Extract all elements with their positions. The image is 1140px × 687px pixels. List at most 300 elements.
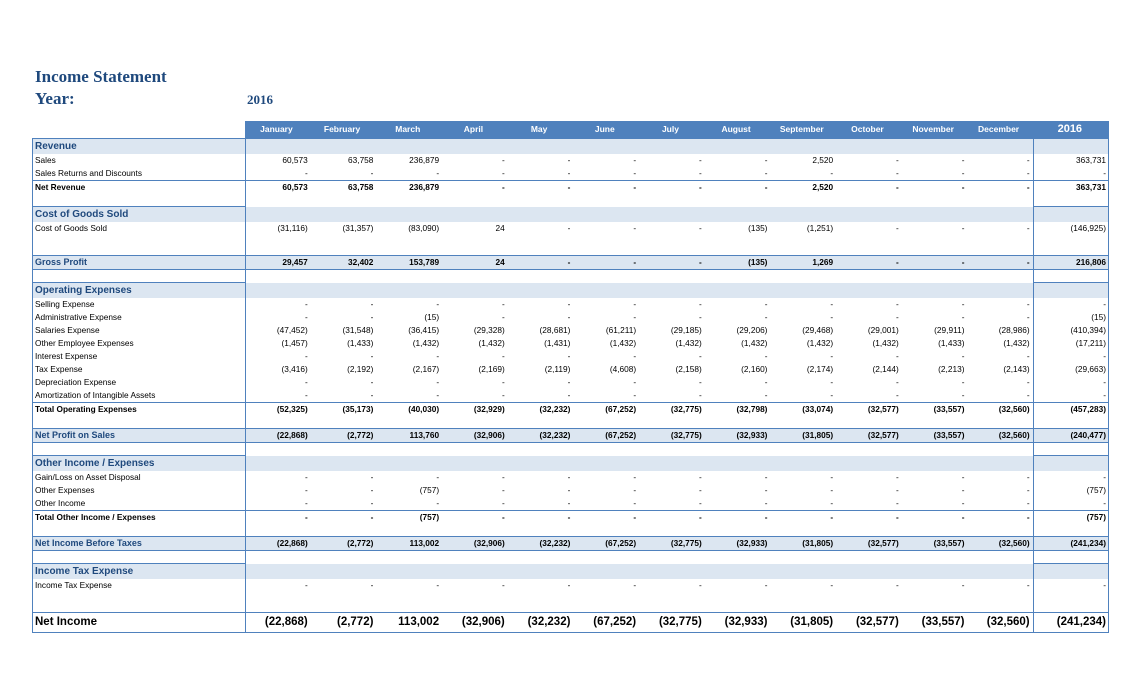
month-cell: (2,772)	[311, 613, 377, 633]
row-label: Sales	[33, 154, 246, 167]
month-cell: (31,116)	[277, 223, 308, 233]
line-row	[33, 222, 1109, 235]
month-cell: (1,432)	[412, 338, 440, 348]
month-cell: (135)	[705, 256, 771, 270]
month-cell: (1,433)	[347, 338, 374, 348]
month-cell	[376, 564, 442, 580]
row-label: Gain/Loss on Asset Disposal	[33, 471, 246, 484]
month-cell	[967, 524, 1033, 537]
month-cell	[573, 443, 639, 456]
month-cell: (32,775)	[639, 613, 705, 633]
month-cell: (1,432)	[806, 338, 834, 348]
month-cell: (32,929)	[442, 403, 508, 417]
annual-cell: -	[1033, 471, 1108, 484]
month-cell: -	[502, 390, 505, 400]
month-cell	[573, 551, 639, 564]
month-cell: -	[567, 390, 571, 400]
month-cell	[639, 551, 705, 564]
month-cell	[902, 443, 968, 456]
month-cell: -	[961, 168, 965, 178]
month-cell: -	[961, 155, 965, 165]
annual-cell: -	[1033, 376, 1108, 389]
month-cell	[639, 564, 705, 580]
month-cell: -	[567, 155, 571, 165]
row-label: Total Other Income / Expenses	[33, 511, 246, 525]
month-cell	[770, 564, 836, 580]
header-annual: 2016	[1033, 121, 1108, 139]
row-label: Other Expenses	[33, 484, 246, 497]
month-cell: (31,548)	[342, 325, 374, 335]
section-row	[33, 139, 1109, 155]
month-cell	[311, 235, 377, 256]
month-cell	[442, 564, 508, 580]
month-cell: -	[1026, 223, 1030, 233]
month-cell	[245, 416, 311, 429]
month-cell: -	[245, 511, 311, 525]
month-cell	[639, 443, 705, 456]
month-cell	[442, 524, 508, 537]
month-cell: -	[705, 181, 771, 195]
month-cell: -	[442, 511, 508, 525]
month-cell: -	[633, 498, 637, 508]
month-cell: (2,169)	[478, 364, 505, 374]
month-cell	[705, 235, 771, 256]
month-cell: -	[304, 485, 308, 495]
month-cell	[508, 564, 574, 580]
header-month: March	[376, 121, 442, 139]
month-cell: (32,577)	[836, 403, 902, 417]
month-cell: -	[961, 351, 965, 361]
month-cell	[311, 524, 377, 537]
month-cell	[836, 456, 902, 472]
month-cell: (757)	[376, 511, 442, 525]
month-cell: -	[304, 472, 308, 482]
month-cell: -	[961, 223, 965, 233]
month-cell: -	[436, 472, 440, 482]
month-cell: (2,158)	[675, 364, 702, 374]
annual-cell	[1033, 524, 1108, 537]
month-cell: -	[896, 155, 899, 165]
month-cell: -	[502, 472, 505, 482]
month-cell: -	[567, 580, 571, 590]
month-cell: -	[567, 168, 571, 178]
month-cell	[705, 592, 771, 613]
month-cell	[770, 235, 836, 256]
month-cell: (40,030)	[376, 403, 442, 417]
month-cell: -	[567, 351, 571, 361]
month-cell	[770, 456, 836, 472]
month-cell: -	[830, 498, 834, 508]
annual-cell: (410,394)	[1033, 324, 1108, 337]
line-row	[33, 298, 1109, 311]
month-cell	[902, 524, 968, 537]
month-cell: (67,252)	[573, 613, 639, 633]
month-cell	[311, 416, 377, 429]
line-row	[33, 497, 1109, 511]
month-cell: (47,452)	[276, 325, 308, 335]
month-cell: -	[770, 511, 836, 525]
month-cell: -	[830, 299, 834, 309]
header-month: April	[442, 121, 508, 139]
month-cell: -	[370, 485, 374, 495]
row-label-empty	[33, 524, 246, 537]
row-label: Net Income	[33, 613, 246, 633]
total-row	[33, 403, 1109, 417]
month-cell: -	[1026, 377, 1030, 387]
month-cell	[311, 194, 377, 207]
month-cell	[573, 564, 639, 580]
month-cell: (67,252)	[573, 403, 639, 417]
month-cell: (32,232)	[508, 613, 574, 633]
month-cell: -	[836, 511, 902, 525]
month-cell	[376, 235, 442, 256]
month-cell: -	[764, 472, 768, 482]
section-row	[33, 456, 1109, 472]
month-cell: -	[436, 580, 440, 590]
month-cell: (29,001)	[867, 325, 899, 335]
month-cell: -	[961, 312, 965, 322]
section-row	[33, 207, 1109, 223]
month-cell	[245, 443, 311, 456]
month-cell: (2,144)	[872, 364, 899, 374]
header-month: September	[770, 121, 836, 139]
row-label: Tax Expense	[33, 363, 246, 376]
month-cell: (36,415)	[408, 325, 440, 335]
annual-cell: (146,925)	[1033, 222, 1108, 235]
month-cell: (3,416)	[281, 364, 308, 374]
annual-cell	[1033, 551, 1108, 564]
annual-cell	[1033, 139, 1108, 155]
month-cell: (31,357)	[342, 223, 374, 233]
month-cell: (33,557)	[902, 429, 968, 443]
month-cell	[508, 270, 574, 283]
month-cell	[376, 416, 442, 429]
month-cell: -	[502, 351, 505, 361]
month-cell: -	[436, 299, 440, 309]
annual-cell	[1033, 235, 1108, 256]
month-cell	[639, 194, 705, 207]
month-cell: -	[967, 181, 1033, 195]
month-cell: -	[370, 580, 374, 590]
month-cell: -	[370, 299, 374, 309]
month-cell: (32,577)	[836, 613, 902, 633]
month-cell: -	[436, 351, 440, 361]
row-label: Net Revenue	[33, 181, 246, 195]
month-cell: -	[836, 256, 902, 270]
month-cell: (1,431)	[544, 338, 571, 348]
spacer-row	[33, 524, 1109, 537]
month-cell: -	[633, 580, 637, 590]
annual-cell: (17,211)	[1033, 337, 1108, 350]
year-label: Year:	[35, 89, 75, 108]
month-cell: -	[508, 181, 574, 195]
line-row	[33, 579, 1109, 592]
month-cell: -	[896, 168, 899, 178]
month-cell: (31,805)	[770, 429, 836, 443]
line-row	[33, 324, 1109, 337]
annual-cell	[1033, 456, 1108, 472]
month-cell: (1,432)	[1003, 338, 1030, 348]
annual-cell	[1033, 416, 1108, 429]
month-cell: -	[896, 223, 899, 233]
month-cell: -	[639, 181, 705, 195]
header-month: February	[311, 121, 377, 139]
month-cell: -	[639, 511, 705, 525]
month-cell	[245, 235, 311, 256]
month-cell	[639, 283, 705, 299]
row-label: Cost of Goods Sold	[33, 207, 246, 223]
month-cell	[573, 235, 639, 256]
month-cell	[770, 551, 836, 564]
month-cell: -	[370, 472, 374, 482]
row-label: Other Income / Expenses	[33, 456, 246, 472]
line-row	[33, 363, 1109, 376]
month-cell	[967, 456, 1033, 472]
line-row	[33, 389, 1109, 403]
month-cell	[902, 592, 968, 613]
month-cell: 236,879	[376, 181, 442, 195]
month-cell	[705, 456, 771, 472]
month-cell: (1,432)	[741, 338, 768, 348]
header-month: May	[508, 121, 574, 139]
annual-cell	[1033, 443, 1108, 456]
annual-cell: -	[1033, 298, 1108, 311]
row-label: Income Tax Expense	[33, 579, 246, 592]
month-cell	[705, 139, 771, 155]
header-month: January	[245, 121, 311, 139]
month-cell: -	[633, 377, 637, 387]
month-cell	[573, 283, 639, 299]
month-cell: -	[1026, 155, 1030, 165]
month-cell	[836, 551, 902, 564]
month-cell	[573, 270, 639, 283]
month-cell	[639, 456, 705, 472]
month-cell: -	[508, 256, 574, 270]
month-cell	[902, 139, 968, 155]
month-cell	[705, 270, 771, 283]
month-cell	[376, 139, 442, 155]
month-cell: (32,560)	[967, 429, 1033, 443]
month-cell: -	[1026, 580, 1030, 590]
month-cell: -	[961, 485, 965, 495]
month-cell: -	[1026, 168, 1030, 178]
month-cell: -	[764, 390, 768, 400]
month-cell	[836, 207, 902, 223]
month-cell: -	[633, 168, 637, 178]
month-cell	[705, 207, 771, 223]
month-cell: -	[961, 390, 965, 400]
month-cell	[967, 139, 1033, 155]
month-cell	[967, 564, 1033, 580]
month-cell: (1,433)	[938, 338, 965, 348]
row-label: Administrative Expense	[33, 311, 246, 324]
month-cell: -	[502, 580, 505, 590]
month-cell: -	[902, 256, 968, 270]
month-cell: (33,557)	[902, 537, 968, 551]
month-cell	[442, 139, 508, 155]
month-cell	[836, 283, 902, 299]
month-cell: -	[304, 351, 308, 361]
month-cell: -	[502, 498, 505, 508]
month-cell: -	[633, 472, 637, 482]
month-cell	[442, 443, 508, 456]
month-cell: (1,251)	[806, 223, 834, 233]
month-cell	[376, 270, 442, 283]
month-cell: -	[633, 390, 637, 400]
month-cell	[836, 564, 902, 580]
month-cell	[902, 283, 968, 299]
header-month: November	[902, 121, 968, 139]
month-cell: -	[633, 351, 637, 361]
pad-row	[33, 235, 1109, 256]
month-cell: -	[830, 485, 834, 495]
month-cell	[245, 524, 311, 537]
annual-cell	[1033, 194, 1108, 207]
row-label: Gross Profit	[33, 256, 246, 270]
month-cell: -	[639, 256, 705, 270]
month-cell: -	[573, 256, 639, 270]
month-cell: (29,468)	[802, 325, 834, 335]
row-label: Other Employee Expenses	[33, 337, 246, 350]
month-cell: (28,681)	[539, 325, 571, 335]
annual-cell: (29,663)	[1033, 363, 1108, 376]
spacer-row	[33, 443, 1109, 456]
month-cell: -	[1026, 312, 1030, 322]
month-cell: 32,402	[311, 256, 377, 270]
line-row	[33, 154, 1109, 167]
month-cell: -	[370, 168, 374, 178]
month-cell	[770, 194, 836, 207]
month-cell: (2,772)	[311, 537, 377, 551]
header-month: June	[573, 121, 639, 139]
month-cell: -	[699, 223, 702, 233]
row-label-empty	[33, 235, 246, 256]
month-cell: (32,232)	[508, 429, 574, 443]
month-cell	[705, 564, 771, 580]
month-cell: (2,192)	[347, 364, 374, 374]
month-cell: 63,758	[348, 155, 374, 165]
highlight-row	[33, 429, 1109, 443]
month-cell	[902, 456, 968, 472]
month-cell: 153,789	[376, 256, 442, 270]
month-cell: 24	[495, 223, 505, 233]
highlight-row	[33, 256, 1109, 270]
month-cell	[902, 194, 968, 207]
month-cell: -	[830, 168, 834, 178]
month-cell	[508, 592, 574, 613]
month-cell	[442, 592, 508, 613]
month-cell: -	[370, 351, 374, 361]
month-cell: 1,269	[770, 256, 836, 270]
line-row	[33, 376, 1109, 389]
row-label-empty	[33, 592, 246, 613]
month-cell: -	[1026, 498, 1030, 508]
month-cell	[376, 592, 442, 613]
month-cell	[770, 207, 836, 223]
month-cell	[376, 207, 442, 223]
month-cell: -	[436, 498, 440, 508]
row-label: Amortization of Intangible Assets	[33, 389, 246, 403]
month-cell: -	[436, 390, 440, 400]
spacer-row	[33, 194, 1109, 207]
month-cell: (15)	[424, 312, 440, 322]
month-cell	[902, 416, 968, 429]
month-cell	[770, 139, 836, 155]
month-cell	[311, 456, 377, 472]
month-cell	[967, 270, 1033, 283]
month-cell: (33,557)	[902, 403, 968, 417]
month-cell	[836, 139, 902, 155]
month-cell: 60,573	[282, 155, 308, 165]
annual-cell: (241,234)	[1033, 537, 1108, 551]
month-cell: -	[304, 168, 308, 178]
month-cell	[639, 592, 705, 613]
highlight-row	[33, 537, 1109, 551]
month-cell: -	[633, 223, 637, 233]
annual-cell: 363,731	[1033, 154, 1108, 167]
month-cell: 113,760	[376, 429, 442, 443]
month-cell: -	[830, 472, 834, 482]
month-cell	[573, 194, 639, 207]
month-cell: -	[764, 498, 768, 508]
month-cell	[245, 592, 311, 613]
month-cell	[311, 270, 377, 283]
month-cell	[376, 456, 442, 472]
month-cell: -	[304, 498, 308, 508]
month-cell: 113,002	[376, 537, 442, 551]
month-cell: (22,868)	[245, 537, 311, 551]
month-cell	[508, 551, 574, 564]
month-cell: 2,520	[812, 155, 834, 165]
month-cell: -	[699, 168, 702, 178]
month-cell	[573, 524, 639, 537]
month-cell	[442, 456, 508, 472]
annual-cell: 216,806	[1033, 256, 1108, 270]
month-cell: -	[436, 377, 440, 387]
month-cell	[836, 235, 902, 256]
month-cell	[573, 592, 639, 613]
spacer-row	[33, 270, 1109, 283]
spacer-row	[33, 416, 1109, 429]
month-cell: -	[1026, 351, 1030, 361]
month-cell	[967, 592, 1033, 613]
month-cell: -	[1026, 472, 1030, 482]
month-cell: -	[902, 181, 968, 195]
month-cell	[836, 270, 902, 283]
month-cell	[245, 564, 311, 580]
month-cell	[967, 235, 1033, 256]
month-cell: -	[502, 155, 505, 165]
month-cell: -	[370, 377, 374, 387]
month-cell: -	[502, 485, 505, 495]
row-label-empty	[33, 551, 246, 564]
month-cell: -	[961, 498, 965, 508]
month-cell: (1,432)	[609, 338, 637, 348]
month-cell: -	[502, 377, 505, 387]
month-cell	[508, 207, 574, 223]
row-label-empty	[33, 443, 246, 456]
month-cell: (31,805)	[770, 613, 836, 633]
month-cell: (67,252)	[573, 429, 639, 443]
month-cell: (32,906)	[442, 613, 508, 633]
month-cell: (35,173)	[311, 403, 377, 417]
month-cell: 24	[442, 256, 508, 270]
month-cell	[508, 456, 574, 472]
month-cell: (1,432)	[675, 338, 702, 348]
annual-cell: (240,477)	[1033, 429, 1108, 443]
month-cell	[442, 235, 508, 256]
month-cell	[770, 283, 836, 299]
